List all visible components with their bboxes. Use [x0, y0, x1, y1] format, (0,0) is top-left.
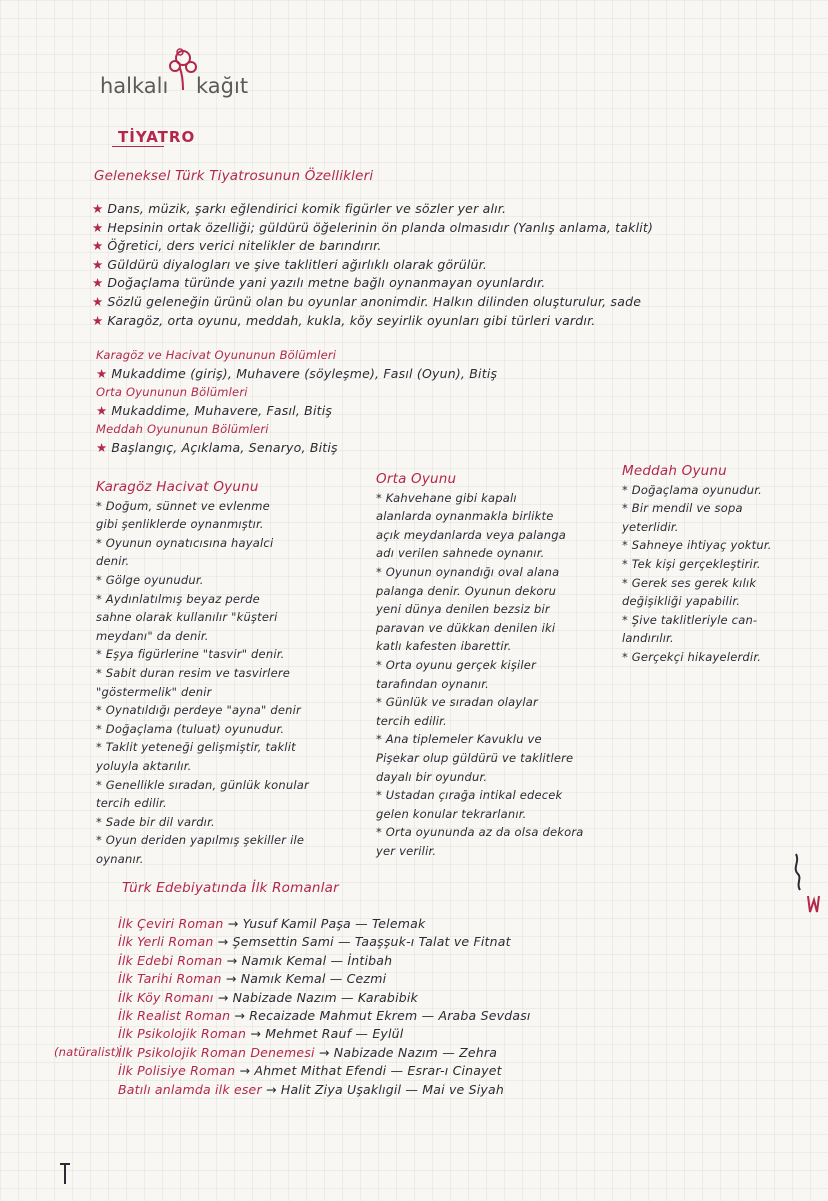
text-line: yeterlidir. — [622, 519, 679, 534]
meddah-heading: Meddah Oyunu — [622, 463, 727, 479]
text-line: gibi şenliklerde oynanmıştır. — [96, 517, 264, 532]
text-line: * Orta oyunu gerçek kişiler — [376, 657, 537, 672]
text-line: tarafından oynanır. — [376, 676, 489, 691]
list-item: ★ Dans, müzik, şarkı eğlendirici komik figürler ve sözler yer alır. — [92, 201, 507, 216]
text-line: tercih edilir. — [376, 713, 447, 728]
text-line: * Oyunun oynandığı oval alana — [376, 564, 560, 579]
text-line: tercih edilir. — [96, 796, 167, 811]
text-line: adı verilen sahnede oynanır. — [376, 546, 545, 561]
page-title: TİYATRO — [118, 128, 196, 146]
text-line: * Bir mendil ve sopa — [622, 501, 743, 516]
text-line: * Sabit duran resim ve tasvirlere — [96, 665, 291, 680]
text-line: denir. — [96, 554, 130, 569]
features-heading: Geleneksel Türk Tiyatrosunun Özellikleri — [94, 168, 374, 184]
text-line: * Kahvehane gibi kapalı — [376, 490, 517, 505]
margin-scribble-icon — [790, 850, 822, 920]
text-line: katlı kafesten ibarettir. — [376, 639, 512, 654]
sections-block — [96, 346, 497, 458]
karagoz-column — [96, 478, 309, 868]
list-item: ★ Hepsinin ortak özelliği; güldürü öğelerinin ön planda olmasıdır (Yanlış anlama, taklit) — [92, 219, 654, 235]
novels-heading: Türk Edebiyatında İlk Romanlar — [122, 880, 339, 896]
list-item: ★ Öğretici, ders verici nitelikler de barındırır. — [92, 238, 382, 254]
title-underline — [112, 146, 164, 147]
list-item: ★ Sözlü geleneğin ürünü olan bu oyunlar anonimdir. Halkın dilinden oluşturulur, sade — [92, 293, 642, 309]
novel-row: İlk Psikolojik Roman → Mehmet Rauf — Eylül — [118, 1026, 404, 1042]
text-line: * Taklit yeteneği gelişmiştir, taklit — [96, 740, 296, 755]
page-corner-mark-icon — [58, 1160, 72, 1186]
section-heading: Meddah Oyununun Bölümleri — [96, 422, 269, 437]
text-line: * Orta oyununda az da olsa dekora — [376, 825, 584, 840]
text-line: yeni dünya denilen bezsiz bir — [376, 602, 550, 617]
text-line: * Oyunun oynatıcısına hayalci — [96, 535, 274, 550]
text-line: Pişekar olup güldürü ve taklitlere — [376, 750, 574, 765]
section-text: ★ Mukaddime (giriş), Muhavere (söyleşme), Fasıl (Oyun), Bitiş — [96, 365, 498, 381]
text-line: * Sade bir dil vardır. — [96, 814, 215, 829]
text-line: açık meydanlarda veya palanga — [376, 527, 566, 542]
section-text: ★ Mukaddime, Muhavere, Fasıl, Bitiş — [96, 402, 333, 418]
orta-column — [376, 470, 584, 860]
text-line: yoluyla aktarılır. — [96, 758, 192, 773]
text-line: * Günlük ve sıradan olaylar — [376, 695, 538, 710]
novel-row: İlk Realist Roman → Recaizade Mahmut Ekrem — Araba Sevdası — [118, 1008, 531, 1024]
text-line: değişikliği yapabilir. — [622, 594, 741, 609]
text-line: "göstermelik" denir — [96, 684, 212, 699]
text-line: gelen konular tekrarlanır. — [376, 806, 527, 821]
novel-row: İlk Tarihi Roman → Namık Kemal — Cezmi — [118, 971, 387, 987]
novel-row: İlk Psikolojik Roman Denemesi → Nabizade Nazım — Zehra — [118, 1044, 498, 1060]
text-line: * Oyun deriden yapılmış şekiller ile — [96, 833, 305, 848]
text-line: * Oynatıldığı perdeye "ayna" denir — [96, 703, 301, 718]
karagoz-heading: Karagöz Hacivat Oyunu — [96, 479, 259, 495]
list-item: ★ Güldürü diyalogları ve şive taklitleri ağırlıklı olarak görülür. — [92, 256, 488, 272]
text-line: * Gerek ses gerek kılık — [622, 575, 757, 590]
meddah-column — [622, 462, 772, 667]
section-text: ★ Başlangıç, Açıklama, Senaryo, Bitiş — [96, 439, 338, 455]
orta-heading: Orta Oyunu — [376, 471, 457, 487]
text-line: * Sahneye ihtiyaç yoktur. — [622, 538, 772, 553]
section-heading: Orta Oyununun Bölümleri — [96, 385, 248, 400]
text-line: * Doğaçlama oyunudur. — [622, 482, 762, 497]
text-line: * Genellikle sıradan, günlük konular — [96, 777, 309, 792]
text-line: paravan ve dükkan denilen iki — [376, 620, 556, 635]
text-line: * Eşya figürlerine "tasvir" denir. — [96, 647, 285, 662]
text-line: palanga denir. Oyunun dekoru — [376, 583, 557, 598]
text-line: * Şive taklitleriyle can- — [622, 612, 758, 627]
text-line: alanlarda oynanmakla birlikte — [376, 509, 554, 524]
novels-side-note: (natüralist) — [54, 1045, 121, 1059]
novel-row: İlk Köy Romanı → Nabizade Nazım — Karabibik — [118, 989, 418, 1005]
logo-tree-icon — [166, 46, 200, 92]
logo-word-halkali: halkalı — [100, 74, 169, 98]
section-heading: Karagöz ve Hacivat Oyununun Bölümleri — [96, 348, 337, 362]
text-line: oynanır. — [96, 851, 144, 866]
text-line: * Tek kişi gerçekleştirir. — [622, 556, 761, 571]
logo-word-kagit: kağıt — [196, 74, 249, 98]
list-item: ★ Doğaçlama türünde yani yazılı metne bağlı oynanmayan oyunlardır. — [92, 275, 546, 291]
text-line: * Aydınlatılmış beyaz perde — [96, 591, 260, 606]
novel-row: İlk Polisiye Roman → Ahmet Mithat Efendi — Esrar-ı Cinayet — [118, 1063, 502, 1079]
text-line: dayalı bir oyundur. — [376, 769, 488, 784]
list-item: ★ Karagöz, orta oyunu, meddah, kukla, köy seyirlik oyunları gibi türleri vardır. — [92, 312, 596, 328]
novels-list — [118, 915, 531, 1099]
text-line: * Ana tiplemeler Kavuklu ve — [376, 732, 542, 747]
novel-row: İlk Edebi Roman → Namık Kemal — İntibah — [118, 952, 393, 968]
novel-row: İlk Yerli Roman → Şemsettin Sami — Taaşşuk-ı Talat ve Fitnat — [118, 934, 511, 950]
text-line: yer verilir. — [376, 843, 437, 858]
features-list — [92, 200, 653, 330]
novel-row: İlk Çeviri Roman → Yusuf Kamil Paşa — Telemak — [118, 916, 426, 931]
text-line: meydanı" da denir. — [96, 628, 209, 643]
text-line: sahne olarak kullanılır "küşteri — [96, 610, 278, 625]
text-line: * Gerçekçi hikayelerdir. — [622, 649, 762, 664]
text-line: landırılır. — [622, 631, 674, 646]
text-line: * Doğum, sünnet ve evlenme — [96, 498, 270, 513]
text-line: * Gölge oyunudur. — [96, 572, 204, 587]
novel-row: Batılı anlamda ilk eser → Halit Ziya Uşaklıgil — Mai ve Siyah — [118, 1081, 505, 1097]
text-line: * Ustadan çırağa intikal edecek — [376, 788, 563, 803]
text-line: * Doğaçlama (tuluat) oyunudur. — [96, 721, 285, 736]
